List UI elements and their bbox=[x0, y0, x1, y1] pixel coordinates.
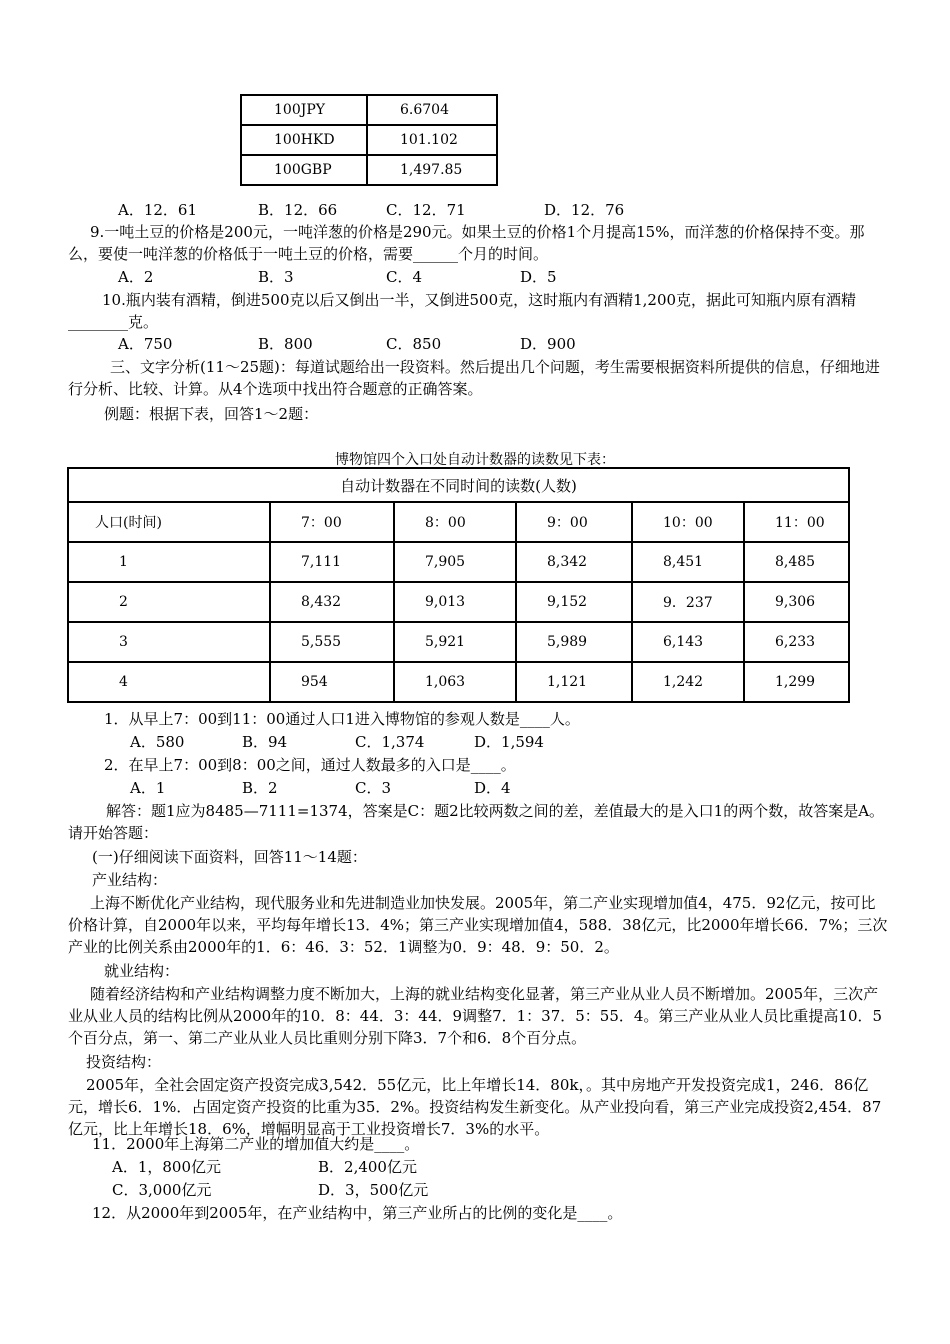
table-span-header: 自动计数器在不同时间的读数(人数) bbox=[68, 468, 849, 502]
option: B．2 bbox=[242, 779, 278, 797]
question-9: 9.一吨土豆的价格是200元，一吨洋葱的价格是290元。如果土豆的价格1个月提高15%，而洋葱的价格保持不变。那么，要使一吨洋葱的价格低于一吨土豆的价格，需要______个月的时间。 bbox=[68, 223, 865, 263]
column-header: 11：00 bbox=[744, 502, 849, 542]
entrance-label: 2 bbox=[68, 582, 270, 622]
option: A．2 bbox=[118, 268, 154, 286]
option: D．4 bbox=[474, 779, 511, 797]
question-11: 11．2000年上海第二产业的增加值大约是____。 bbox=[92, 1135, 420, 1153]
option: C．850 bbox=[386, 335, 442, 353]
option: B．3 bbox=[258, 268, 294, 286]
exchange-rate-table bbox=[240, 94, 498, 186]
currency-code: 100HKD bbox=[241, 125, 367, 155]
table-row bbox=[68, 662, 849, 702]
option: C．12．71 bbox=[386, 201, 466, 219]
investment-title: 投资结构： bbox=[86, 1053, 162, 1071]
table-cell: 6,233 bbox=[744, 622, 849, 662]
table-cell: 1,063 bbox=[394, 662, 516, 702]
table-row bbox=[68, 582, 849, 622]
table-cell: 5,921 bbox=[394, 622, 516, 662]
option: D．900 bbox=[520, 335, 576, 353]
currency-code: 100GBP bbox=[241, 155, 367, 185]
column-header: 10：00 bbox=[632, 502, 744, 542]
table-cell: 8,451 bbox=[632, 542, 744, 582]
corner-header: 人口(时间) bbox=[68, 502, 270, 542]
column-header: 7：00 bbox=[270, 502, 394, 542]
employment-text: 随着经济结构和产业结构调整力度不断加大，上海的就业结构变化显著，第三产业从业人员不断增加。2005年，三次产业从业人员的结构比例从2000年的10．8：44．3：44．9调整7．1：37．5：55．4。第三产业从业人员比重提高10．5个百分点，第一、第二产业从业人员比重则分别下降3．7个和6．8个百分点。 bbox=[68, 985, 883, 1047]
option: A．12．61 bbox=[118, 201, 198, 219]
currency-rate: 1,497.85 bbox=[367, 155, 497, 185]
table-row bbox=[68, 542, 849, 582]
entrance-label: 1 bbox=[68, 542, 270, 582]
option: A．580 bbox=[130, 733, 185, 751]
currency-rate: 6.6704 bbox=[367, 95, 497, 125]
table-row bbox=[68, 622, 849, 662]
option: B．2,400亿元 bbox=[318, 1158, 417, 1176]
example-question-1: 1．从早上7：00到11：00通过人口1进入博物馆的参观人数是____人。 bbox=[104, 710, 580, 728]
option: A．1 bbox=[130, 779, 166, 797]
option: C．1,374 bbox=[355, 733, 425, 751]
table-cell: 6,143 bbox=[632, 622, 744, 662]
section-3-intro: 三、文字分析(11～25题)：每道试题给出一段资料。然后提出几个问题，考生需要根据资料所提供的信息，仔细地进行分析、比较、计算。从4个选项中找出符合题意的正确答案。 bbox=[68, 358, 880, 398]
table-header-row bbox=[68, 502, 849, 542]
table-cell: 5,989 bbox=[516, 622, 632, 662]
table-header-row bbox=[68, 468, 849, 502]
table-cell: 5,555 bbox=[270, 622, 394, 662]
option: C．4 bbox=[386, 268, 423, 286]
table-cell: 9,152 bbox=[516, 582, 632, 622]
example-question-2: 2．在早上7：00到8：00之间，通过人数最多的入口是____。 bbox=[104, 756, 516, 774]
museum-counter-table bbox=[67, 467, 850, 703]
column-header: 9：00 bbox=[516, 502, 632, 542]
option: D．1,594 bbox=[474, 733, 544, 751]
investment-text: 2005年，全社会固定资产投资完成3,542．55亿元，比上年增长14．80k，。其中房地产开发投资完成1，246．86亿元，增长6．1%．占固定资产投资的比重为35．2%。投资结构发生新变化。从产业投向看，第三产业完成投资2,454．87亿元，比上年增长18．6%，增幅明显高于工业投资增长7．3%的水平。 bbox=[68, 1076, 882, 1138]
option: A．750 bbox=[118, 335, 173, 353]
table-cell: 8,485 bbox=[744, 542, 849, 582]
option: B．800 bbox=[258, 335, 313, 353]
option: A．1，800亿元 bbox=[112, 1158, 222, 1176]
table-caption: 博物馆四个入口处自动计数器的读数见下表： bbox=[335, 452, 615, 468]
option: C．3 bbox=[355, 779, 392, 797]
table-cell: 1,242 bbox=[632, 662, 744, 702]
option: B．94 bbox=[242, 733, 288, 751]
table-cell: 7,905 bbox=[394, 542, 516, 582]
currency-rate: 101.102 bbox=[367, 125, 497, 155]
table-row bbox=[241, 95, 497, 125]
entrance-label: 3 bbox=[68, 622, 270, 662]
table-cell: 7,111 bbox=[270, 542, 394, 582]
currency-code: 100JPY bbox=[241, 95, 367, 125]
option: C．3,000亿元 bbox=[112, 1181, 212, 1199]
option: D．3，500亿元 bbox=[318, 1181, 429, 1199]
part-1-intro: (一)仔细阅读下面资料，回答11～14题： bbox=[92, 848, 367, 866]
table-cell: 1,121 bbox=[516, 662, 632, 702]
option: D．5 bbox=[520, 268, 557, 286]
table-cell: 9,306 bbox=[744, 582, 849, 622]
column-header: 8：00 bbox=[394, 502, 516, 542]
table-cell: 8,432 bbox=[270, 582, 394, 622]
entrance-label: 4 bbox=[68, 662, 270, 702]
option: D．12．76 bbox=[544, 201, 625, 219]
table-cell: 9．237 bbox=[632, 582, 744, 622]
option: B．12．66 bbox=[258, 201, 338, 219]
employment-title: 就业结构： bbox=[104, 962, 180, 980]
example-intro: 例题：根据下表，回答1～2题： bbox=[104, 405, 319, 423]
table-cell: 1,299 bbox=[744, 662, 849, 702]
question-12: 12．从2000年到2005年，在产业结构中，第三产业所占的比例的变化是____。 bbox=[92, 1204, 623, 1222]
table-cell: 8,342 bbox=[516, 542, 632, 582]
table-cell: 9,013 bbox=[394, 582, 516, 622]
table-row bbox=[241, 155, 497, 185]
question-10: 10.瓶内装有酒精，倒进500克以后又倒出一半，又倒进500克，这时瓶内有酒精1,200克，据此可知瓶内原有酒精________克。 bbox=[68, 291, 857, 331]
table-row bbox=[241, 125, 497, 155]
answer-explanation: 解答：题1应为8485—7111=1374，答案是C：题2比较两数之间的差，差值最大的是入口1的两个数，故答案是A。请开始答题： bbox=[68, 802, 885, 842]
table-cell: 954 bbox=[270, 662, 394, 702]
industry-text: 上海不断优化产业结构，现代服务业和先进制造业加快发展。2005年，第二产业实现增加值4，475．92亿元，按可比价格计算，自2000年以来，平均每年增长13．4%；第三产业实现增加值4，588．38亿元，比2000年增长66．7%；三次产业的比例关系由2000年的1．6：46．3：52．1调整为0．9：48．9：50．2。 bbox=[68, 894, 888, 956]
industry-title: 产业结构： bbox=[92, 871, 168, 889]
